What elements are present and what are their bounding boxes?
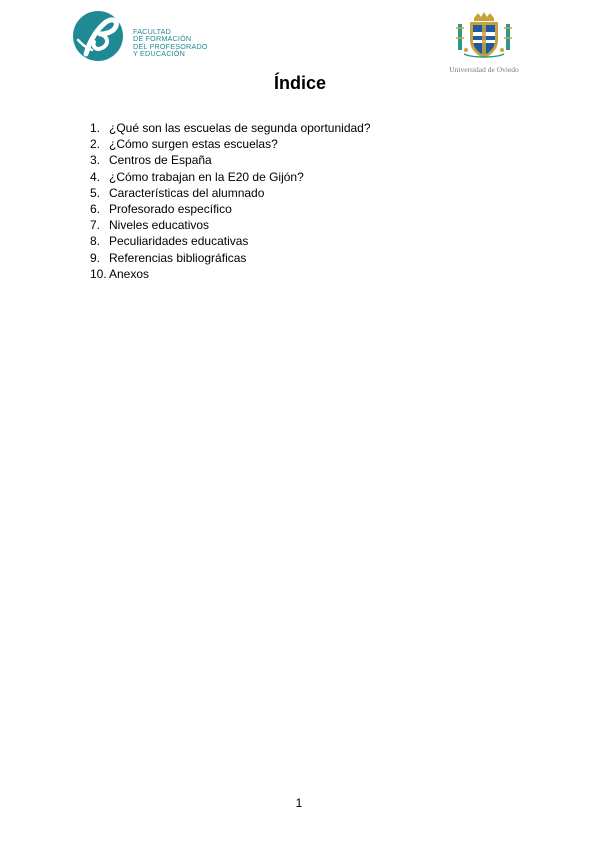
faculty-name bbox=[133, 28, 208, 57]
faculty-logo-mark-icon bbox=[72, 10, 128, 62]
toc-item-text: Características del alumnado bbox=[109, 185, 265, 200]
university-logo bbox=[438, 10, 530, 76]
faculty-name-line: DE FORMACIÓN bbox=[133, 34, 192, 44]
toc-item-number: 10. bbox=[90, 266, 107, 281]
toc-item-text: ¿Qué son las escuelas de segunda oportunidad? bbox=[109, 121, 371, 135]
toc-item-number: 8. bbox=[90, 234, 101, 249]
toc-item-number: 9. bbox=[90, 250, 101, 265]
faculty-name-line: Y EDUCACIÓN bbox=[133, 48, 185, 58]
toc-item-number: 3. bbox=[90, 153, 101, 168]
page-title: Índice bbox=[273, 73, 326, 93]
toc-item-number: 5. bbox=[90, 185, 101, 200]
toc-item-number: 1. bbox=[90, 121, 101, 135]
toc-item-number: 2. bbox=[90, 137, 101, 152]
toc-item-text: Peculiaridades educativas bbox=[109, 234, 249, 249]
toc-item-text: ¿Cómo surgen estas escuelas? bbox=[109, 137, 278, 152]
toc-item-text: ¿Cómo trabajan en la E20 de Gijón? bbox=[109, 169, 304, 184]
faculty-name-line: DEL PROFESORADO bbox=[133, 41, 208, 51]
toc-item-number: 4. bbox=[90, 169, 101, 184]
toc-item-text: Profesorado específico bbox=[109, 201, 232, 216]
faculty-logo bbox=[72, 10, 232, 64]
toc-item-text: Centros de España bbox=[109, 153, 212, 168]
university-crest-icon bbox=[452, 10, 516, 60]
toc-item-text: Niveles educativos bbox=[109, 218, 210, 233]
toc-item-number: 7. bbox=[90, 218, 101, 233]
faculty-name-line: FACULTAD bbox=[133, 27, 172, 36]
toc-item-text: Anexos bbox=[109, 266, 150, 281]
page-number: 1 bbox=[295, 796, 303, 810]
toc-item-number: 6. bbox=[90, 201, 101, 216]
university-name: Universidad de Oviedo bbox=[449, 65, 519, 74]
toc-item-text: Referencias bibliográficas bbox=[109, 250, 247, 265]
